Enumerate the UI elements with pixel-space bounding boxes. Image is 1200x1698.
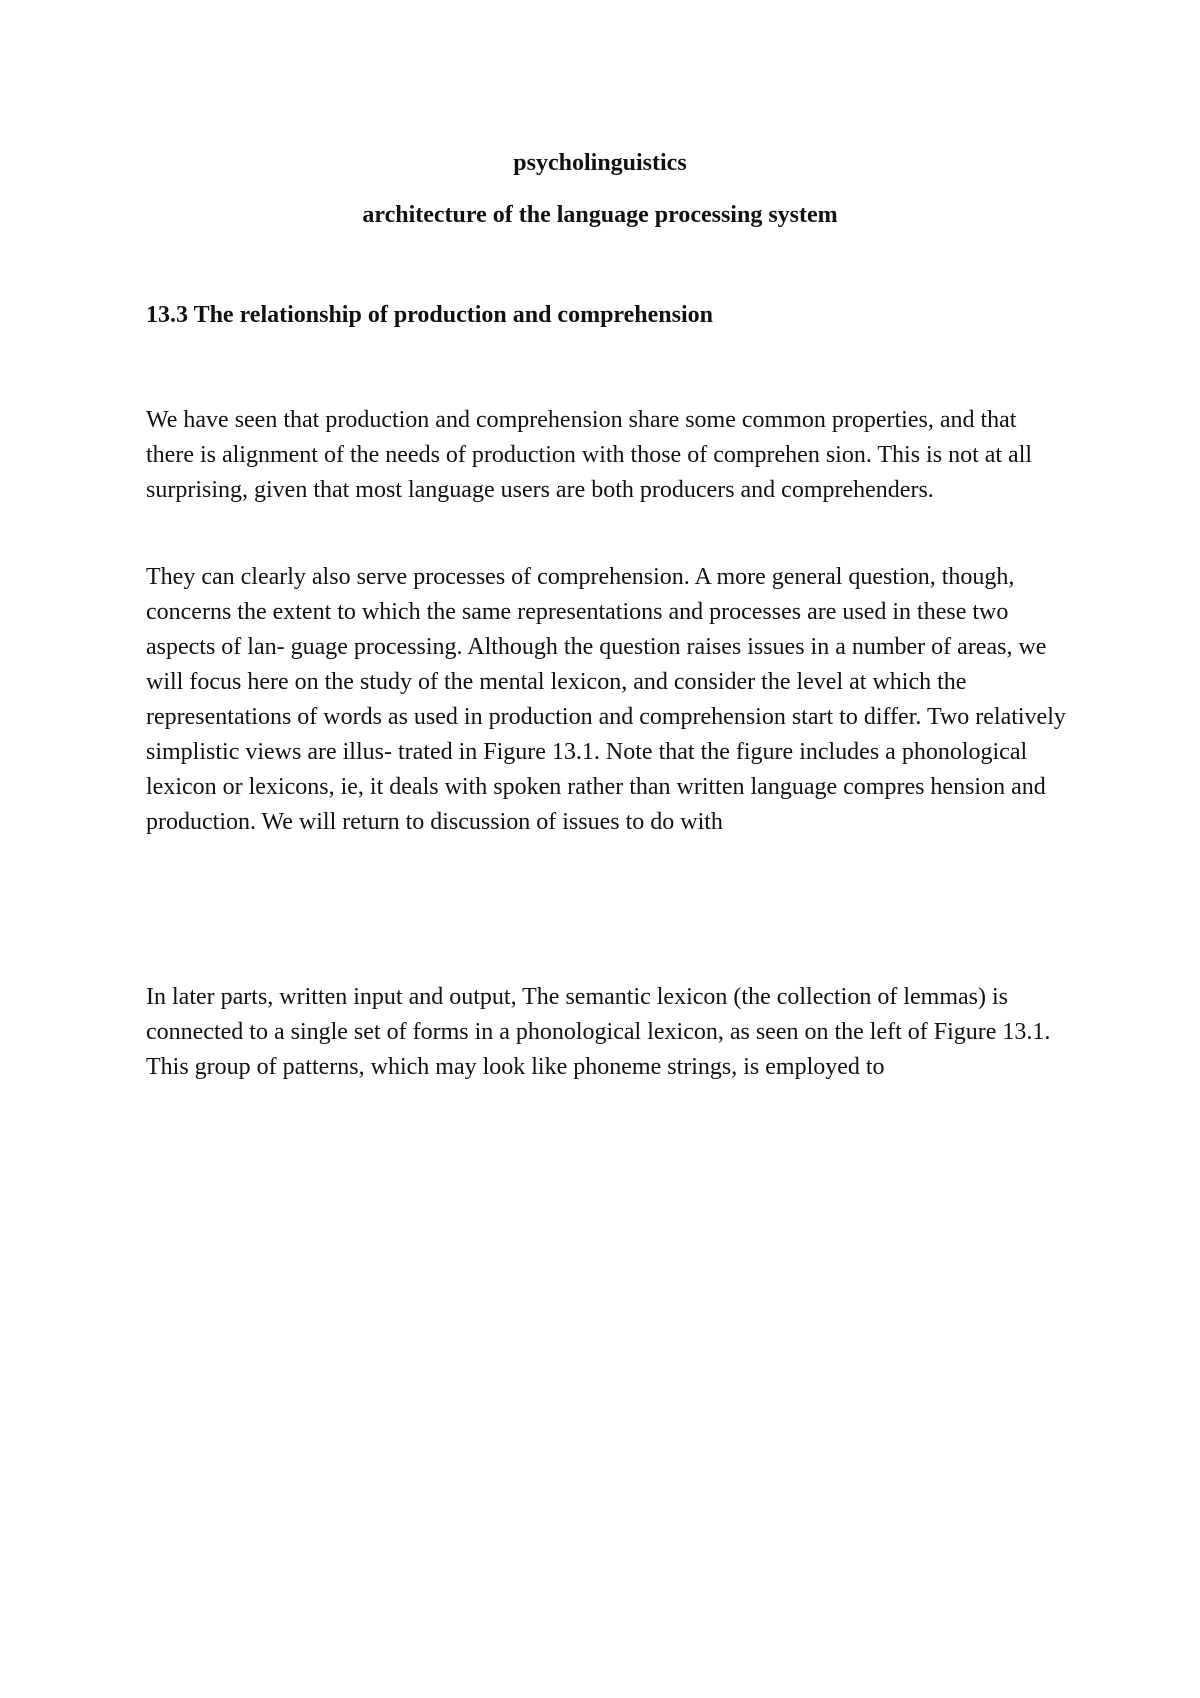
document-title: psycholinguistics [513,150,687,176]
section-heading: 13.3 The relationship of production and comprehension [146,302,713,328]
paragraph: In later parts, written input and output, The semantic lexicon (the collection of lemmas) is connected to a single set of forms in a phonological lexicon, as seen on the left of Figure 13.1. This group of patterns, which may look like phoneme strings, is employed to [146,984,1051,1080]
document-subtitle: architecture of the language processing system [362,202,838,228]
paragraph: They can clearly also serve processes of comprehension. A more general question, though, concerns the extent to which the same representations and processes are used in these two aspects of lan- guage processing. Although the question raises issues in a number of areas, we will focus here on the study of the mental lexicon, and consider the level at which the representations of words as used in production and comprehension start to differ. Two relatively simplistic views are illus- trated in Figure 13.1. Note that the figure includes a phonological lexicon or lexicons, ie, it deals with spoken rather than written language compres hension and production. We will return to discussion of issues to do with [146,564,1066,835]
paragraph: We have seen that production and comprehension share some common properties, and that there is alignment of the needs of production with those of comprehen sion. This is not at all surprising, given that most language users are both producers and comprehenders. [146,407,1033,503]
